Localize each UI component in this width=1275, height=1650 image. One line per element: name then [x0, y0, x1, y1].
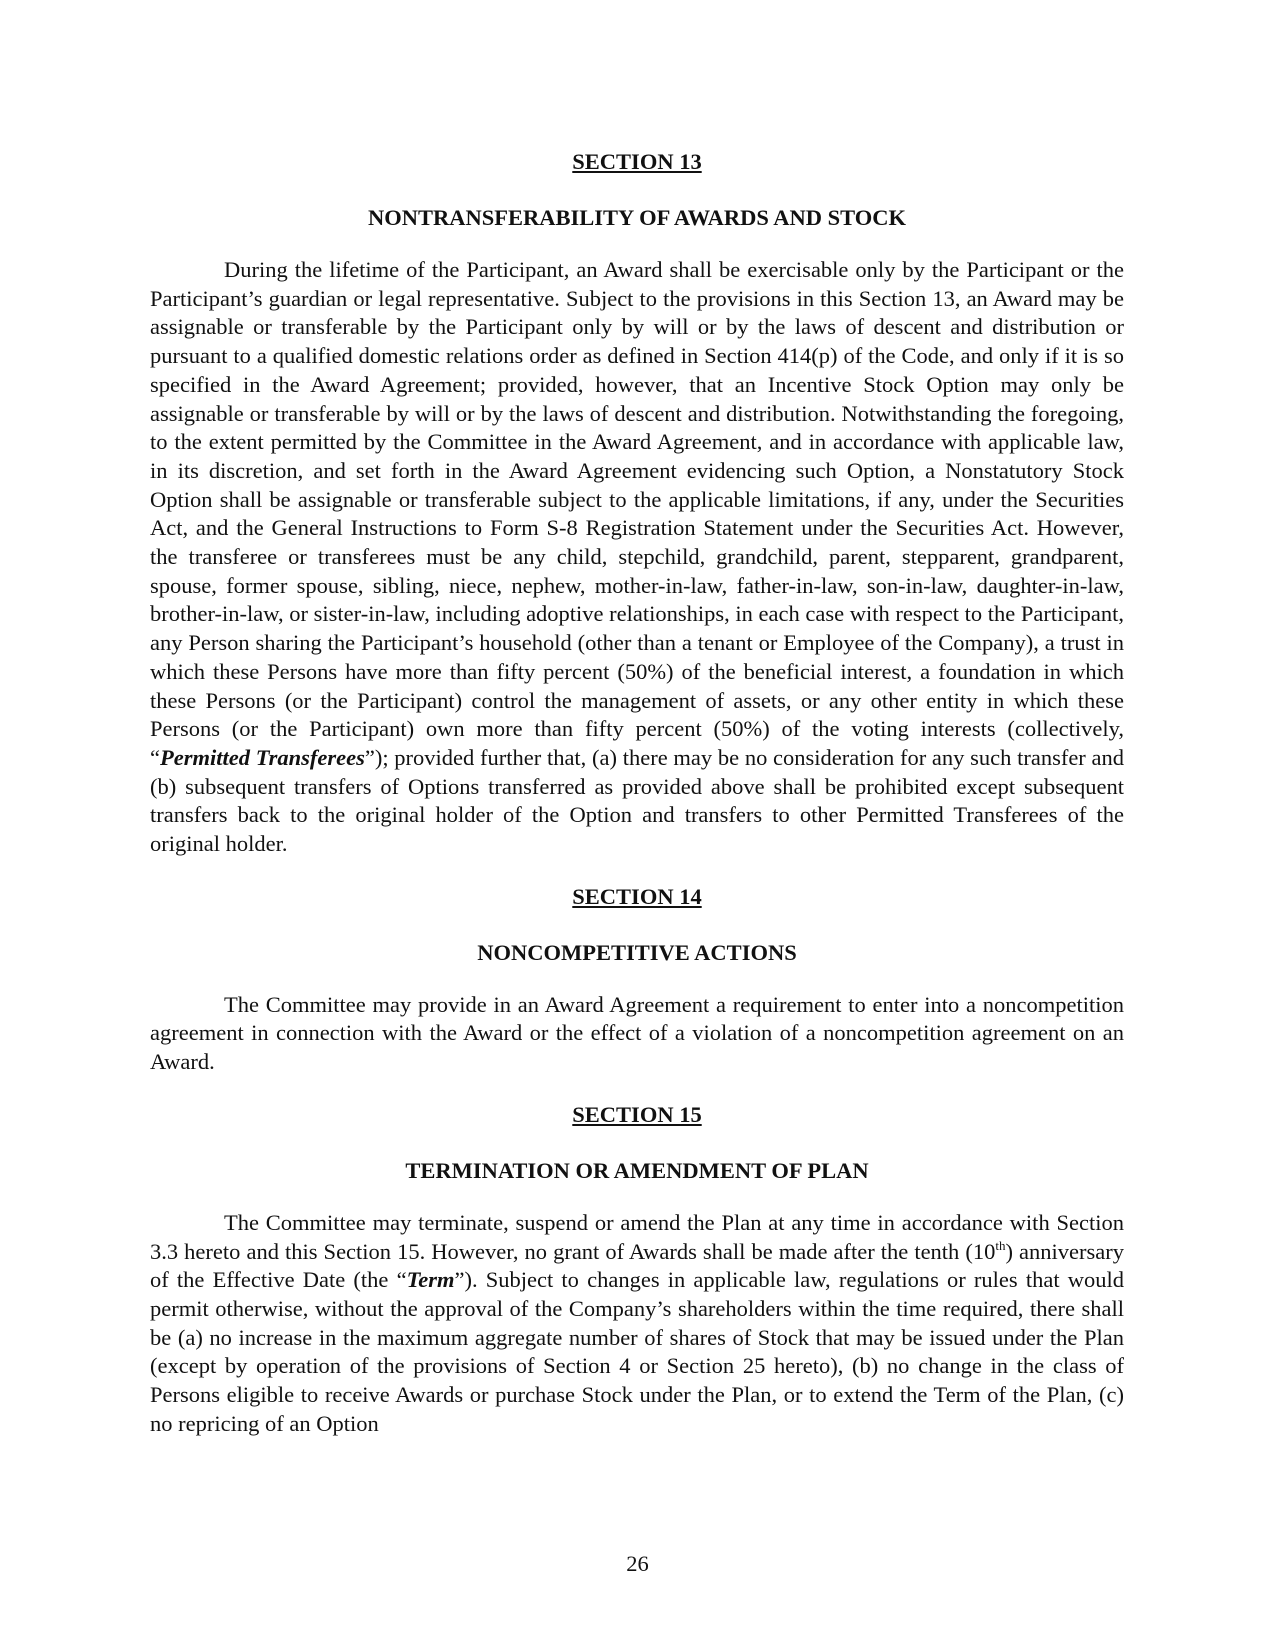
section-13-heading: SECTION 13 — [572, 149, 702, 174]
section-15-body-text-2: ) anniversary of the Effective Date (the “ — [150, 1238, 1124, 1293]
section-15-title: TERMINATION OR AMENDMENT OF PLAN — [405, 1157, 869, 1183]
section-14-body: The Committee may provide in an Award Agreement a requirement to enter into a noncompetition agreement in connection with the Award or the effect of a violation of a noncompetition agreement on an Award. — [150, 991, 1124, 1075]
section-13-body — [150, 256, 1124, 859]
section-14-title: NONCOMPETITIVE ACTIONS — [477, 939, 797, 965]
section-15-body — [150, 1209, 1124, 1439]
section-15-body-text-3: ”). Subject to changes in applicable law, regulations or rules that would permit otherwise, without the approval of the Company’s shareholders within the time required, there shall be (a) no increase in the maximum aggregate number of shares of Stock that may be issued under the Plan (except by operation of the provisions of Section 4 or Section 25 hereto), (b) no change in the class of Persons eligible to receive Awards or purchase Stock under the Plan, or to extend the Term of the Plan, (c) no repricing of an Option — [150, 1267, 1124, 1436]
ordinal-superscript: th — [995, 1237, 1006, 1253]
defined-term-permitted-transferees: Permitted Transferees — [160, 744, 365, 770]
defined-term-term: Term — [406, 1267, 455, 1293]
section-13-body-text-2: ”); provided further that, (a) there may be no consideration for any such transfer and (b) subsequent transfers of Options transferred as provided above shall be prohibited except subsequent transfers back to the original holder of the Option and transfers to other Permitted Transferees of the original holder. — [150, 744, 1124, 857]
section-14-heading: SECTION 14 — [572, 883, 702, 909]
section-15-heading: SECTION 15 — [572, 1101, 702, 1127]
page-content — [150, 148, 1124, 1439]
section-13-body-text-1: During the lifetime of the Participant, an Award shall be exercisable only by the Participant or the Participant’s guardian or legal representative. Subject to the provisions in this Section 13, an Award may be assignable or transferable by the Participant only by will or by the laws of descent and distribution or pursuant to a qualified domestic relations order as defined in Section 414(p) of the Code, and only if it is so specified in the Award Agreement; provided, however, that an Incentive Stock Option may only be assignable or transferable by will or by the laws of descent and distribution. Notwithstanding the foregoing, to the extent permitted by the Committee in the Award Agreement, and in accordance with applicable law, in its discretion, and set forth in the Award Agreement evidencing such Option, a Nonstatutory Stock Option shall be assignable or transferable subject to the applicable limitations, if any, under the Securities Act, and the General Instructions to Form S-8 Registration Statement under the Securities Act. However, the transferee or transferees must be any child, stepchild, grandchild, parent, stepparent, grandparent, spouse, former spouse, sibling, niece, nephew, mother-in-law, father-in-law, son-in-law, daughter-in-law, brother-in-law, or sister-in-law, including adoptive relationships, in each case with respect to the Participant, any Person sharing the Participant’s household (other than a tenant or Employee of the Company), a trust in which these Persons have more than fifty percent (50%) of the beneficial interest, a foundation in which these Persons (or the Participant) control the management of assets, or any other entity in which these Persons (or the Participant) own more than fifty percent (50%) of the voting interests (collectively, “ — [150, 257, 1125, 770]
section-15-body-text-1: The Committee may terminate, suspend or amend the Plan at any time in accordance with Section 3.3 hereto and this Section 15. However, no grant of Awards shall be made after the tenth (10 — [150, 1209, 1124, 1264]
page-number: 26 — [626, 1551, 649, 1576]
section-13-title: NONTRANSFERABILITY OF AWARDS AND STOCK — [367, 205, 907, 230]
